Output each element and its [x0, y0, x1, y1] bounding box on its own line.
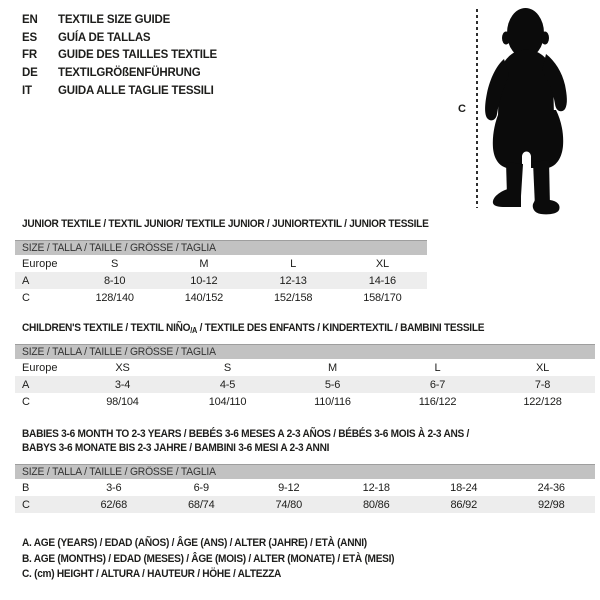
- table-cell: 86/92: [450, 498, 478, 511]
- language-title: GUIDE DES TAILLES TEXTILE: [58, 49, 217, 62]
- table-cell: 152/158: [273, 291, 313, 304]
- table-cell: S: [111, 257, 119, 270]
- babies-table-title: [22, 427, 549, 455]
- table-cell: 14-16: [368, 274, 396, 287]
- size-header-label: SIZE / TALLA / TAILLE / GRÖSSE / TAGLIA: [22, 346, 216, 358]
- table-title-line: [22, 321, 549, 335]
- table-cell: 140/152: [184, 291, 224, 304]
- language-row-en: [22, 11, 217, 29]
- children-table-title: [22, 321, 549, 335]
- size-header-bar: [15, 344, 595, 359]
- table-row-b: [15, 479, 595, 496]
- table-title-text: / TEXTILE DES ENFANTS / KINDERTEXTIL / BAMBINI TESSILE: [197, 322, 485, 334]
- language-code: EN: [22, 13, 38, 26]
- table-cell: 62/68: [100, 498, 128, 511]
- table-title-text: JUNIOR TEXTILE / TEXTIL JUNIOR/ TEXTILE JUNIOR / JUNIORTEXTIL / JUNIOR TESSILE: [22, 218, 429, 230]
- row-label: A: [22, 274, 30, 287]
- table-cell: XL: [535, 361, 550, 374]
- height-measure-label: C: [458, 103, 466, 115]
- table-title-line: [22, 427, 549, 441]
- table-cell: 128/140: [95, 291, 134, 304]
- table-cell: 5-6: [324, 378, 341, 391]
- table-cell: 7-8: [534, 378, 551, 391]
- language-code: DE: [22, 66, 38, 79]
- table-cell: 92/98: [537, 498, 565, 511]
- table-cell: 74/80: [275, 498, 303, 511]
- table-cell: 3-4: [114, 378, 131, 391]
- language-code: ES: [22, 31, 37, 44]
- language-row-es: [22, 29, 217, 47]
- table-cell: S: [223, 361, 232, 374]
- baby-silhouette: [478, 4, 600, 217]
- language-code: FR: [22, 49, 37, 62]
- row-label: B: [22, 481, 30, 494]
- table-row-c: [15, 496, 595, 513]
- table-cell: L: [290, 257, 297, 270]
- footnote-line-1: A. AGE (YEARS) / EDAD (AÑOS) / ÂGE (ANS) / ALTER (JAHRE) / ETÀ (ANNI): [22, 537, 367, 549]
- children-size-table-section: [15, 321, 595, 410]
- table-cell: 98/104: [106, 395, 139, 408]
- table-title-text: BABYS 3-6 MONATE BIS 2-3 JAHRE / BAMBINI 3-6 MESI A 2-3 ANNI: [22, 442, 330, 454]
- table-cell: 12-18: [362, 481, 390, 494]
- size-header-bar: [15, 464, 595, 479]
- language-row-it: [22, 82, 217, 100]
- table-cell: XS: [115, 361, 130, 374]
- table-cell: 122/128: [523, 395, 562, 408]
- junior-table-title: [22, 217, 429, 231]
- table-cell: 12-13: [279, 274, 307, 287]
- table-cell: 24-36: [537, 481, 565, 494]
- language-code: IT: [22, 84, 32, 97]
- table-cell: 6-9: [193, 481, 209, 494]
- language-title: GUÍA DE TALLAS: [58, 31, 151, 44]
- footnote-line-2: B. AGE (MONTHS) / EDAD (MESES) / ÂGE (MOIS) / ALTER (MONATE) / ETÀ (MESI): [22, 552, 395, 565]
- table-cell: 3-6: [106, 481, 122, 494]
- table-cell: 8-10: [104, 274, 126, 287]
- row-label: C: [22, 291, 30, 304]
- table-cell: 104/110: [208, 395, 247, 408]
- table-title-text: CHILDREN'S TEXTILE / TEXTIL NIÑO: [22, 322, 191, 334]
- table-cell: L: [434, 361, 441, 374]
- table-cell: 80/86: [362, 498, 390, 511]
- table-cell: M: [199, 257, 209, 270]
- table-row-c: [15, 289, 427, 306]
- table-title-text: /A: [190, 326, 198, 335]
- footnote-line-3: C. (cm) HEIGHT / ALTURA / HAUTEUR / HÖHE / ALTEZZA: [22, 568, 282, 580]
- language-title: TEXTILGRÖßENFÜHRUNG: [58, 66, 201, 79]
- table-title-line: [22, 217, 429, 231]
- table-row-europe: [15, 359, 595, 376]
- row-label: C: [22, 498, 30, 511]
- footnotes: [22, 536, 394, 583]
- row-label: A: [22, 378, 30, 391]
- table-row-c: [15, 393, 595, 410]
- row-label: Europe: [22, 257, 58, 270]
- table-cell: 110/116: [314, 395, 351, 408]
- language-row-de: [22, 64, 217, 82]
- table-cell: 6-7: [429, 378, 446, 391]
- table-cell: 10-12: [190, 274, 218, 287]
- size-header-label: SIZE / TALLA / TAILLE / GRÖSSE / TAGLIA: [22, 242, 216, 254]
- table-title-text: BABIES 3-6 MONTH TO 2-3 YEARS / BEBÉS 3-6 MESES A 2-3 AÑOS / BÉBÉS 3-6 MOIS À 2-3 ANS /: [22, 428, 470, 440]
- baby-figure: [450, 0, 600, 222]
- table-cell: 68/74: [187, 498, 215, 511]
- junior-size-table-section: [15, 217, 427, 306]
- table-title-line: [22, 441, 549, 455]
- language-title: TEXTILE SIZE GUIDE: [58, 13, 171, 26]
- table-cell: M: [328, 361, 337, 374]
- language-title: GUIDA ALLE TAGLIE TESSILI: [58, 84, 214, 97]
- table-cell: 4-5: [219, 378, 236, 391]
- babies-size-table-section: [15, 427, 595, 513]
- language-list: [22, 11, 217, 99]
- table-cell: 18-24: [450, 481, 478, 494]
- table-cell: 9-12: [278, 481, 300, 494]
- language-row-fr: [22, 46, 217, 64]
- table-row-europe: [15, 255, 427, 272]
- table-cell: XL: [375, 257, 389, 270]
- size-header-label: SIZE / TALLA / TAILLE / GRÖSSE / TAGLIA: [22, 466, 216, 478]
- table-cell: 116/122: [418, 395, 457, 408]
- row-label: Europe: [22, 361, 58, 374]
- table-row-a: [15, 272, 427, 289]
- table-cell: 158/170: [363, 291, 402, 304]
- row-label: C: [22, 395, 30, 408]
- table-row-a: [15, 376, 595, 393]
- size-header-bar: [15, 240, 427, 255]
